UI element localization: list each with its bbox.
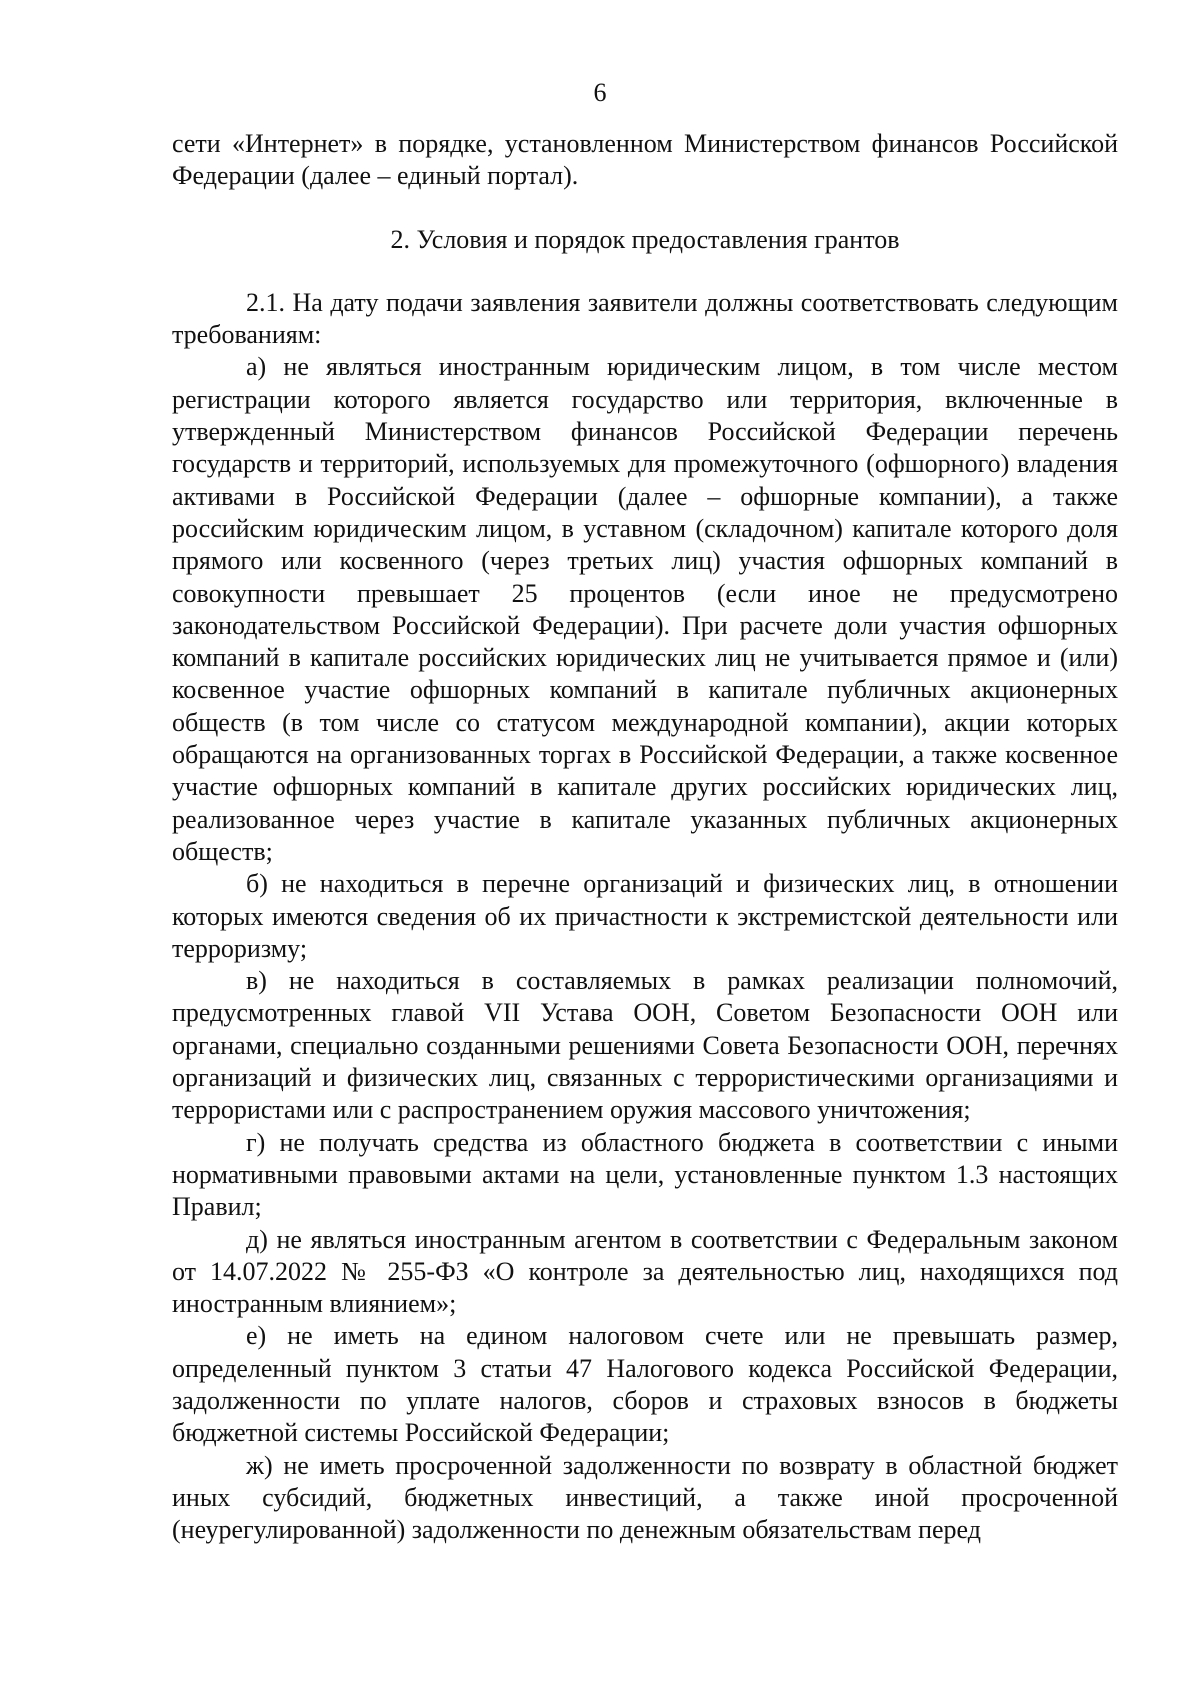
paragraph-2-1: 2.1. На дату подачи заявления заявители должны соответствовать следующим требованиям: [172,287,1118,350]
page-number: 6 [593,78,607,107]
paragraph-item-b: б) не находиться в перечне организаций и физических лиц, в отношении которых имеются сведения об их причастности к экстремистской деятельности или терроризму; [172,869,1118,963]
paragraph-item-d: д) не являться иностранным агентом в соответствии с Федеральным законом от 14.07.2022 № 255-ФЗ «О контроле за деятельностью лиц, находящихся под иностранным влиянием»; [172,1224,1118,1319]
paragraph-item-a: а) не являться иностранным юридическим лицом, в том числе местом регистрации которого является государство или территория, включенные в утвержденный Министерством финансов Российской Федерации перечень государств и территорий, используемых для промежуточного (офшорного) владения активами в Российской Федерации (далее – офшорные компании), а также российским юридическим лицом, в уставном (складочном) капитале которого доля прямого или косвенного (через третьих лиц) участия офшорных компаний в совокупности превышает 25 процентов (если иное не предусмотрено законодательством Российской Федерации). При расчете доли участия офшорных компаний в капитале российских юридических лиц не учитывается прямое и (или) косвенное участие офшорных компаний в капитале публичных акционерных обществ (в том числе со статусом международной компании), акции которых обращаются на организованных торгах в Российской Федерации, а также косвенное участие офшорных компаний в капитале других российских юридических лиц, реализованное через участие в капитале указанных публичных акционерных обществ; [172,352,1118,866]
paragraph-item-v: в) не находиться в составляемых в рамках реализации полномочий, предусмотренных главой VII Устава ООН, Советом Безопасности ООН или органами, специально созданными решениями Совета Безопасности ООН, перечнях организаций и физических лиц, связанных с террористическими организациями и террористами или с распространением оружия массового уничтожения; [172,966,1118,1125]
paragraph-item-zh: ж) не иметь просроченной задолженности по возврату в областной бюджет иных субсидий, бюджетных инвестиций, а также иной просроченной (неурегулированной) задолженности по денежным обязательствам перед [172,1450,1118,1545]
section-heading: 2. Условия и порядок предоставления грантов [390,224,900,254]
document-body [172,128,1118,1546]
paragraph-item-e: е) не иметь на едином налоговом счете или не превышать размер, определенный пунктом 3 статьи 47 Налогового кодекса Российской Федерации, задолженности по уплате налогов, сборов и страховых взносов в бюджеты бюджетной системы Российской Федерации; [172,1321,1118,1448]
paragraph-item-g: г) не получать средства из областного бюджета в соответствии с иными нормативными правовыми актами на цели, установленные пунктом 1.3 настоящих Правил; [172,1127,1118,1222]
paragraph-intro: сети «Интернет» в порядке, установленном Министерством финансов Российской Федерации (далее – единый портал). [172,129,1118,191]
